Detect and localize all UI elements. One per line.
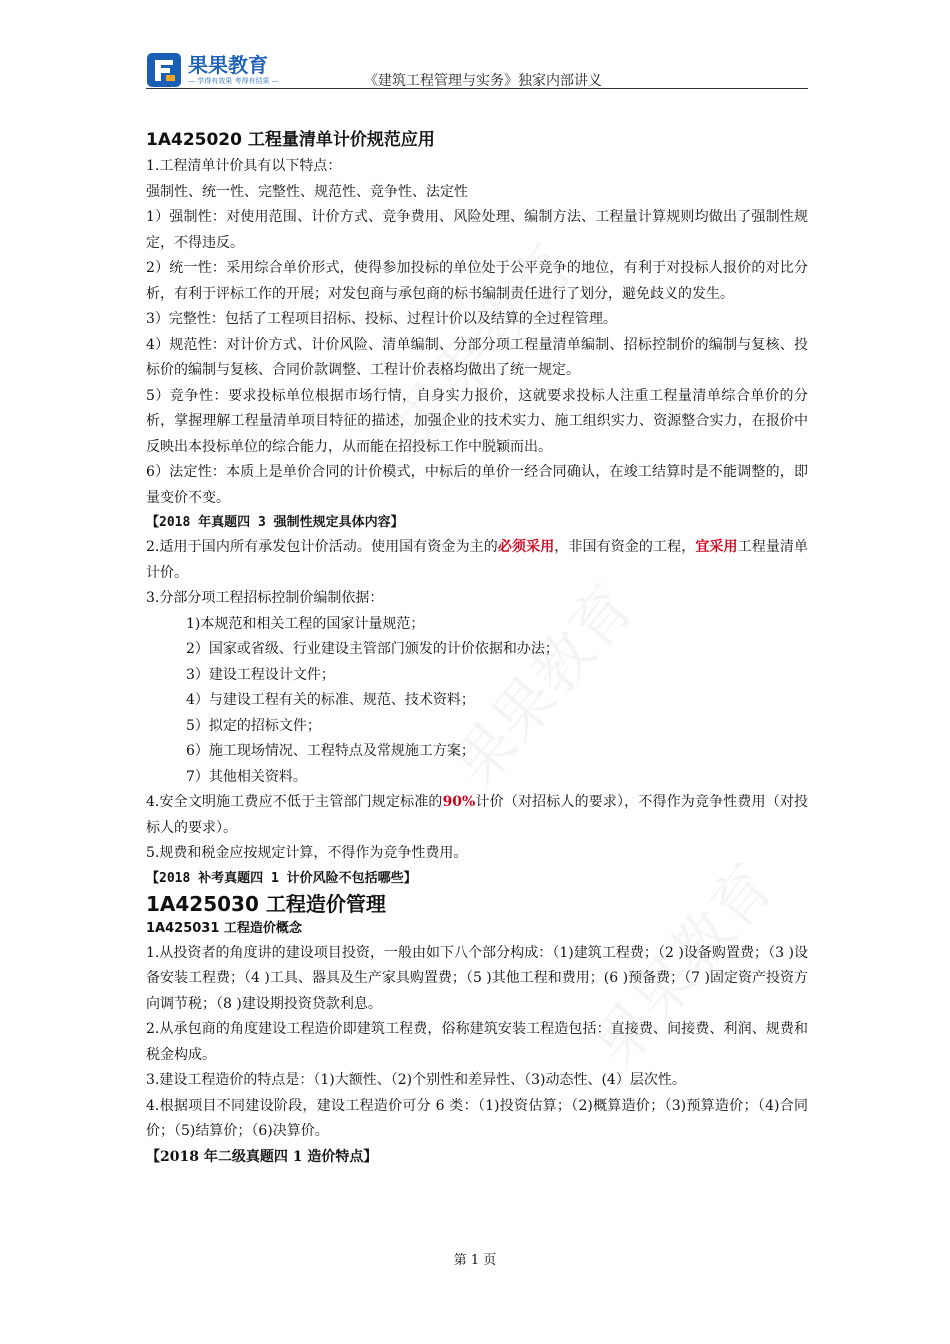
list-item: 4）与建设工程有关的标准、规范、技术资料； bbox=[186, 692, 475, 708]
paragraph: 5）竞争性：要求投标单位根据市场行情，自身实力报价，这就要求投标人注重工程量清单综合单价的分析，掌握理解工程量清单项目特征的描述，加强企业的技术实力、施工组织实力、资源整合实力，在报价中反映出本投标单位的综合能力，从而能在招投标工作中脱颖而出。 bbox=[146, 387, 808, 455]
logo-icon bbox=[146, 52, 182, 88]
text-run: 2.适用于国内所有承发包计价活动。使用国有资金为主的 bbox=[146, 539, 498, 555]
list-item: 6）施工现场情况、工程特点及常规施工方案； bbox=[186, 743, 475, 759]
paragraph: 4.根据项目不同建设阶段，建设工程造价可分 6 类：（1)投资估算；（2)概算造价；（3)预算造价；（4)合同价；（5)结算价；（6)决算价。 bbox=[146, 1097, 808, 1139]
exam-note: 【2018 补考真题四 1 计价风险不包括哪些】 bbox=[146, 870, 417, 886]
paragraph bbox=[146, 535, 808, 586]
emphasis-text: 宜采用 bbox=[695, 539, 738, 555]
emphasis-text: 90% bbox=[442, 794, 476, 810]
text-run: 工程量清单计价。 bbox=[146, 539, 809, 581]
exam-note: 【2018 年真题四 3 强制性规定具体内容】 bbox=[146, 515, 404, 530]
paragraph bbox=[146, 790, 808, 841]
paragraph: 3.建设工程造价的特点是：（1)大额性、（2)个别性和差异性、（3)动态性、(4）层次性。 bbox=[146, 1072, 686, 1088]
section-title: 1A425020 工程量清单计价规范应用 bbox=[146, 130, 435, 150]
list-item: 7）其他相关资料。 bbox=[186, 768, 307, 785]
list-item: 2）国家或省级、行业建设主管部门颁发的计价依据和办法； bbox=[186, 641, 559, 657]
page-number: 第 1 页 bbox=[453, 1253, 497, 1268]
paragraph: 1）强制性：对使用范围、计价方式、竞争费用、风险处理、编制方法、工程量计算规则均做出了强制性规定，不得违反。 bbox=[146, 209, 808, 251]
paragraph: 3）完整性：包括了工程项目招标、投标、过程计价以及结算的全过程管理。 bbox=[146, 311, 617, 327]
text-run: ，非国有资金的工程， bbox=[554, 539, 696, 555]
exam-note: 【2018 年二级真题四 1 造价特点】 bbox=[146, 1148, 378, 1165]
paragraph: 5.规费和税金应按规定计算，不得作为竞争性费用。 bbox=[146, 845, 468, 861]
text-run: 4.安全文明施工费应不低于主管部门规定标准的 bbox=[146, 794, 443, 810]
list-item: 3）建设工程设计文件； bbox=[186, 666, 335, 683]
document-body bbox=[146, 126, 808, 1170]
logo-name: 果果教育 bbox=[188, 53, 268, 77]
document-title: 《建筑工程管理与实务》独家内部讲义 bbox=[364, 73, 602, 89]
paragraph: 4）规范性：对计价方式、计价风险、清单编制、分部分项工程量清单编制、招标控制价的编制与复核、投标价的编制与复核、合同价款调整、工程计价表格均做出了统一规定。 bbox=[146, 336, 808, 378]
paragraph: 2）统一性：采用综合单价形式，使得参加投标的单位处于公平竞争的地位，有利于对投标人报价的对比分析，有利于评标工作的开展；对发包商与承包商的标书编制责任进行了划分，避免歧义的发生。 bbox=[146, 260, 808, 302]
paragraph: 1.从投资者的角度讲的建设项目投资，一般由如下八个部分构成：（1)建筑工程费；（2 )设备购置费；（3 )设备安装工程费；（4 )工具、器具及生产家具购置费；（5 )其他工程和费用；(6 )预备费；（7 )固定资产投资方向调节税；（8 )建设期投资贷款利息。 bbox=[146, 944, 808, 1012]
header-divider bbox=[146, 88, 808, 89]
paragraph: 强制性、统一性、完整性、规范性、竞争性、法定性 bbox=[146, 183, 468, 200]
list-item: 5）拟定的招标文件； bbox=[186, 717, 321, 734]
section-title: 1A425030 工程造价管理 bbox=[146, 891, 386, 916]
paragraph: 6）法定性：本质上是单价合同的计价模式，中标后的单价一经合同确认，在竣工结算时是不能调整的，即量变价不变。 bbox=[146, 464, 808, 506]
paragraph: 3.分部分项工程招标控制价编制依据： bbox=[146, 590, 384, 606]
paragraph: 2.从承包商的角度建设工程造价即建筑工程费，俗称建筑安装工程造包括：直接费、间接费、利润、规费和税金构成。 bbox=[146, 1021, 808, 1063]
paragraph: 1.工程清单计价具有以下特点： bbox=[146, 158, 342, 174]
logo-slogan: — 学得有效果 考得有结果 — bbox=[188, 77, 279, 85]
list-item: 1)本规范和相关工程的国家计量规范； bbox=[186, 615, 425, 632]
subsection-title: 1A425031 工程造价概念 bbox=[146, 920, 302, 936]
logo bbox=[146, 52, 279, 88]
emphasis-text: 必须采用 bbox=[497, 539, 555, 555]
page-header bbox=[146, 52, 808, 92]
text-run: 计价（对招标人的要求），不得作为竞争性费用（对投标人的要求）。 bbox=[146, 794, 809, 836]
